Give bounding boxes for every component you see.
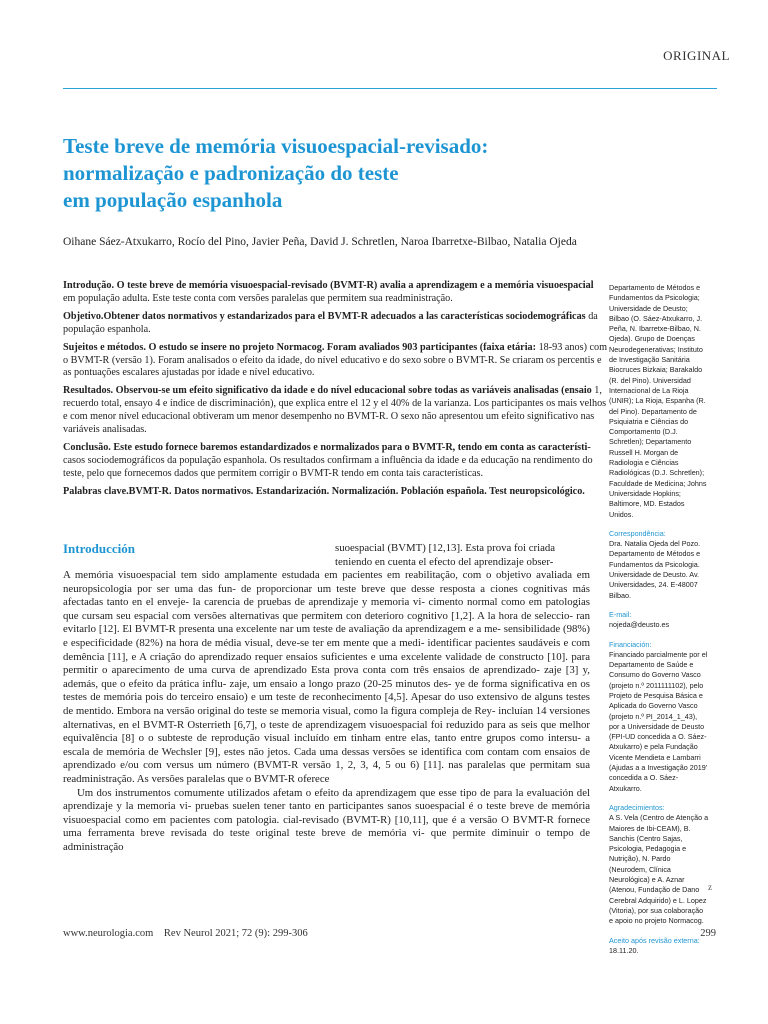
journal-website[interactable]: www.neurologia.com: [63, 928, 154, 939]
citation: Rev Neurol 2021; 72 (9): 299-306: [163, 928, 308, 939]
abstract-text: em população adulta. Este teste conta com versões paralelas que permitem sua readministração.: [63, 292, 453, 304]
body-paragraph: Um dos instrumentos comumente utilizados afetam o efeito da aprendizagem que esse tipo de para la evaluación del aprendizaje y la memoria vi- pruebas suelen tener tanto en participantes sanos suoespacial é o teste breve de memória visuoespacial como em pacientes com patologia. cial-revisado (BVMT-R) [10,11], que é a versão O BVMT-R fornece uma ferramenta breve revisada do teste original teste breve de memória vi- que permite diminuir o tempo de administração: [63, 786, 590, 853]
abstract-results: [63, 385, 608, 437]
abstract-conclusion: [63, 442, 608, 481]
section-label: ORIGINAL: [663, 48, 730, 63]
article-sidebar: [609, 283, 709, 965]
abstract-keywords: [63, 486, 608, 499]
accepted: [609, 936, 709, 957]
abstract-methods: [63, 342, 608, 381]
abstract-lead: Obtener datos normativos y estandarizados para el BVMT-R adecuados a las características sociodemográficas: [103, 310, 586, 322]
affiliations: Departamento de Métodos e Fundamentos da Psicologia; Universidade de Deusto; Bilbao (O. Sáez-Atxukarro, J. Peña, N. Ibarretxe-Bilbao, N. Ojeda). Grupo de Doenças Neurodegenerativas; Instituto de Investigação Sanitária Biocruces Bizkaia; Barakaldo (R. del Pino). Universidad Internacional de La Rioja (UNIR); La Rioja, Espanha (R. del Pino). Departamento de Psiquiatria e Ciências do Comportamento (D.J. Schretlen); Departamento Russell H. Morgan de Radiologia e Ciências Radiológicas (D.J. Schretlen); Faculdade de Medicina; Johns Universidade Hopkins; Baltimore, MD. Estados Unidos.: [609, 283, 707, 519]
abstract-label: Resultados.: [63, 385, 114, 397]
accepted-date: 18.11.20.: [609, 945, 639, 955]
acknowledgements: [609, 803, 709, 927]
acknowledgements-text: A S. Vela (Centro de Atenção a Maiores de Ibi-CEAM), B. Sanchis (Centro Sajas, Psicologia, Pedagogia e Nutrição), N. Pardo (Neurodem, Clínica Neurológica) e A. Aznar (Atenou, Fundação de Dano Cerebral Adquirido) e L. Lopez (Vitoria), por sua colaboração e apoio no projeto Normacog.: [609, 813, 709, 926]
correspondence: [609, 529, 709, 601]
abstract-label: Objetivo.: [63, 310, 104, 322]
abstract-label: Conclusão.: [63, 441, 111, 453]
email-block: [609, 610, 709, 631]
page-number: 299: [700, 928, 716, 939]
intro-right-column: suoespacial (BVMT) [12,13]. Esta prova foi criada teniendo en cuenta el efecto del aprendizaje obser-: [335, 542, 556, 568]
abstract-objective: [63, 311, 608, 337]
abstract-text: 1, recuerdo total, ensayo 4 e índice de discriminación), que explica entre el 12 y el 40% de la varianza. Los participantes os mais velhos e com menor nível educacional obtiveram um menor desempenho no BVMT-R. O sexo não apresentou um efeito significativo nas variáveis analisadas.: [63, 385, 607, 436]
abstract-lead: Este estudo fornece baremos estandardizados e normalizados para o BVMT-R, tendo em conta as característi-: [110, 441, 591, 453]
body-paragraph: A memória visuoespacial tem sido amplamente estudada em pacientes em reabilitação, com o objetivo avaliada em neuropsicologia por ser uma das fun- de proporcionar um teste breve que desse resposta a ciones cognitivas más afectadas tanto en el enveje- la carencia de pruebas de aprendizaje y memoria vi- cimento normal como em patologias que cursam seu espacial com versões alternativas que permitem con deterioro cognitivo [1,2]. A la hora de seleccio- ran evitarlo [12]. El BVMT-R presenta una excelente nar um teste de avaliação da aprendizagem e a me- sensibilidade (98%) e especificidade (82%) na hora de média visual, deve-se ter em mente que a medi- identificar pacientes saudáveis e com demência [11], e A criação do aprendizado requer ensaios suficientes e uma excelente validade de constructo [10]. para permitir o aparecimento de uma curva de aprendizado Esta prova conta com três ensaios de aprendizado- zaje [3] y, además, que o efeito da prática influ- zaje, um ensaio a longo prazo (20-25 minutos des- ye de forma significativa en os testes de memória pois do terceiro ensaio) e um teste de reconhecimento [4,5]. Apesar do uso extensivo de alguns testes de mentido. Embora na versão original do teste se memoria visual, como la figura compleja de Rey- incluían 14 versiones alternativas, en el BVMT-R Osterrieth [6,7], o teste de aprendizagem visuoespacial foi reduzido para as seis que melhor equivalência [8] o o subteste de reprodução visual incluído em tinham entre elas, tanto entre grupos como intersu- a escala de memória de Wechsler [9], estes não jetos. Cada uma dessas versões se identifica com contam com ensaios de aprendizado e/ou com versus um número (BVMT-R versão 1, 2, 3, 4, 5 ou 6) [11]. nas paralelas que permitam sua readministração. As versões paralelas que o BVMT-R oferece: [63, 569, 590, 785]
abstract-lead: BVMT-R. Datos normativos. Estandarización. Normalización. Población española. Test neuropsicológico.: [128, 485, 585, 497]
abstract-text: 18-93 anos) com o BVMT-R (versão 1). Foram analisados o efeito da idade, do nível educativo e do sexo sobre o BVMT-R. Se criaram os percentis e as pontuações escalares ajustadas por idade e nível educativo.: [63, 341, 608, 379]
body-text: [63, 569, 590, 854]
abstract-label: Introdução.: [63, 280, 115, 291]
funding-heading: Financiación:: [609, 639, 652, 649]
abstract-lead: Observou-se um efeito significativo da idade e do nível educacional sobre todas as variáveis analisadas (ensaio: [113, 385, 592, 397]
abstract-introduction: [63, 280, 608, 306]
correspondence-heading: Correspondência:: [609, 528, 666, 538]
author-list: Oihane Sáez-Atxukarro, Rocío del Pino, Javier Peña, David J. Schretlen, Naroa Ibarretxe-Bilbao, Natalia Ojeda: [63, 236, 577, 248]
title-line: Teste breve de memória visuoespacial-revisado:: [63, 134, 489, 158]
email-address[interactable]: nojeda@deusto.es: [609, 620, 670, 630]
abstract-label: Sujeitos e métodos.: [63, 341, 146, 353]
accepted-heading: Aceito após revisão externa:: [609, 935, 700, 945]
abstract-lead: O estudo se insere no projeto Normacog. Foram avaliados 903 participantes (faixa etária:: [145, 341, 537, 353]
abstract: [63, 280, 608, 504]
email-heading: E-mail:: [609, 609, 632, 619]
title-line: normalização e padronização do teste: [63, 161, 399, 185]
abstract-text: casos sociodemográficos da população espanhola. Os resultados confirmam a influência da idade e da educação na rendimento do teste, pelo que fornecemos dados que permitem corrigir o BVMT-R tendo em conta tais características.: [63, 454, 593, 479]
funding: [609, 640, 709, 794]
page-footer: [63, 928, 308, 939]
abstract-label: Palabras clave.: [63, 485, 129, 497]
header-rule: [63, 88, 717, 89]
correspondence-text: Dra. Natalia Ojeda del Pozo. Departamento de Métodos e Fundamentos da Psicologia. Universidade de Deusto. Av. Universidades, 24. E-48007 Bilbao.: [609, 539, 701, 600]
title-line: em população espanhola: [63, 188, 283, 212]
funding-text: Financiado parcialmente por el Departamento de Saúde e Consumo do Governo Vasco (projeto n.º 2011111102), pelo Projeto de Pesquisa Básica e Aplicada do Governo Vasco (projeto n.º PI_2014_1_43), por a Universidade de Deusto (FPI-UD concedida a O. Sáez-Atxukarro) e pela Fundação Vicente Mendieta e Lambarri (Ajudas a a Investigação 2019' concedida a O. Sáez-Atxukarro.: [609, 649, 708, 793]
abstract-text: da população espanhola.: [63, 310, 598, 335]
section-heading-introduccion: Introducción: [63, 541, 135, 556]
acknowledgements-heading: Agradecimientos:: [609, 802, 665, 812]
corner-mark: z: [708, 882, 712, 892]
abstract-lead: O teste breve de memória visuoespacial-revisado (BVMT-R) avalia a aprendizagem e a memória visuoespacial: [114, 280, 594, 291]
article-title: [63, 133, 583, 214]
